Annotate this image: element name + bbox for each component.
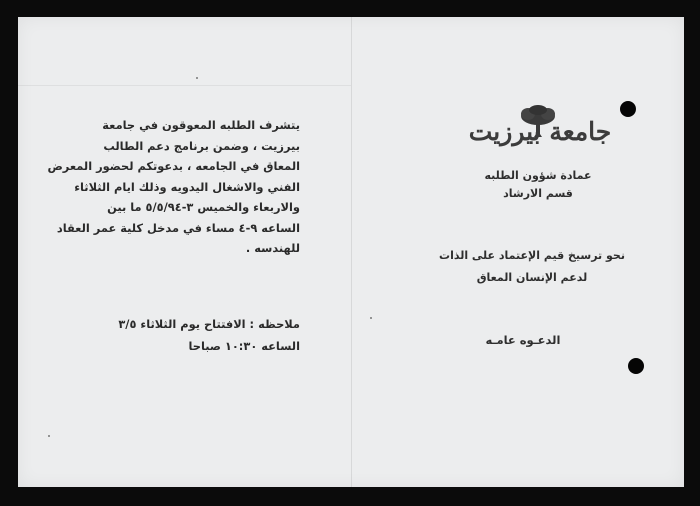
vertical-fold-line bbox=[351, 17, 352, 487]
paper-speck bbox=[48, 435, 50, 437]
body-line-5: والاربعاء والخميس ٣-٥/٥/٩٤ ما بين bbox=[107, 200, 300, 214]
slogan bbox=[396, 245, 668, 289]
invitation-sheet bbox=[18, 17, 684, 487]
opening-note bbox=[38, 313, 300, 357]
note-line-1: ملاحظه : الافتتاح يوم الثلاثاء ٣/٥ bbox=[118, 317, 300, 331]
body-line-7: للهندسه . bbox=[245, 241, 300, 255]
body-line-2: بيرزيت ، وضمن برنامج دعم الطالب bbox=[103, 138, 300, 153]
body-line-4: الفني والاشغال اليدويه وذلك ايام الثلاثاء bbox=[74, 179, 300, 194]
punch-hole bbox=[620, 101, 636, 117]
body-line-1: يتشرف الطلبه المعوقون في جامعة bbox=[102, 118, 300, 132]
body-line-3: المعاق في الجامعه ، بدعوتكم لحضور المعرض bbox=[47, 159, 300, 173]
university-logo bbox=[442, 105, 638, 161]
paper-speck bbox=[370, 317, 372, 319]
body-line-6: الساعه ٩-٤ مساء في مدخل كلية عمر العقاد bbox=[56, 220, 300, 235]
invitation-body bbox=[28, 115, 300, 259]
paper-speck bbox=[196, 77, 198, 79]
office-line-2: قسم الارشاد bbox=[503, 187, 573, 200]
note-line-2: الساعه ١٠:٣٠ صباحا bbox=[188, 339, 300, 353]
slogan-line-1: نحو ترسيخ قيم الإعتماد على الذات bbox=[439, 249, 625, 262]
issuing-office bbox=[428, 167, 648, 203]
horizontal-fold-line bbox=[18, 85, 351, 86]
slogan-line-2: لدعم الإنسان المعاق bbox=[476, 271, 588, 284]
office-line-1: عمادة شؤون الطلبه bbox=[484, 169, 592, 182]
university-name: جامعة بيرزيت bbox=[468, 117, 612, 146]
invitation-title: الدعـوه عامـه bbox=[485, 333, 561, 347]
punch-hole bbox=[628, 358, 644, 374]
